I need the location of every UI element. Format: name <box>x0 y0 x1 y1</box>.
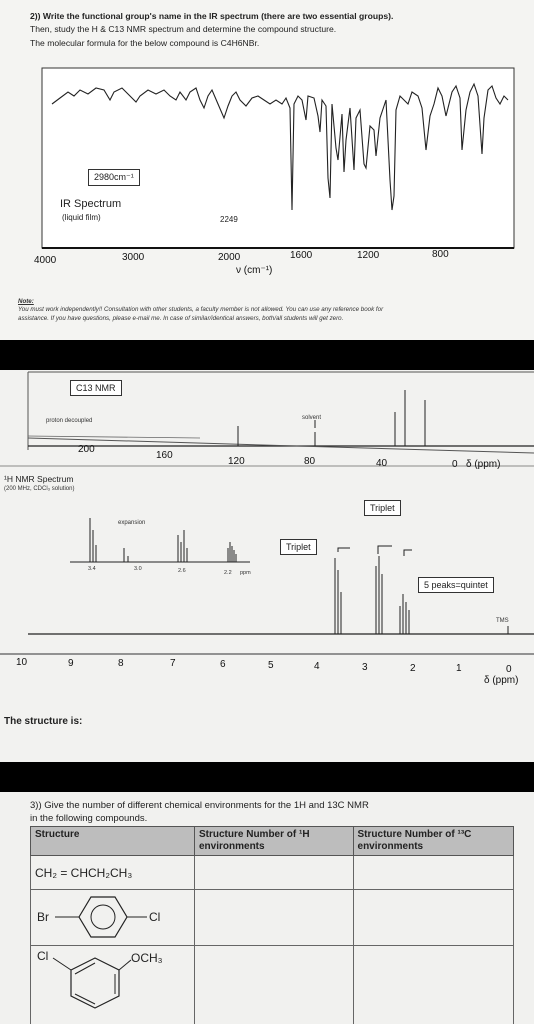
ir-spectrum-chart <box>0 0 534 340</box>
h1-subtitle: (200 MHz, CDCl₃ solution) <box>4 486 75 492</box>
header-13c: Structure Number of ¹³C environments <box>353 827 513 856</box>
c13-tick-120: 120 <box>228 456 245 467</box>
h1-tick-7: 7 <box>170 658 176 669</box>
triplet-label-1: Triplet <box>364 500 401 516</box>
h1-tick-10: 10 <box>16 657 28 668</box>
chloroanisole-drawing <box>35 946 190 1022</box>
h1-tick-6: 6 <box>220 659 226 670</box>
h1-tick-4: 4 <box>314 661 320 672</box>
ir-tick-1200: 1200 <box>357 250 380 261</box>
exp-unit: ppm <box>240 570 251 576</box>
q2-line2: Then, study the H & C13 NMR spectrum and determine the compound structure. <box>30 24 337 34</box>
answer-13c-row2[interactable] <box>353 890 513 946</box>
answer-1h-row3[interactable] <box>195 946 354 1024</box>
c13-tick-40: 40 <box>376 458 388 469</box>
c13-proton-decoupled: proton decoupled <box>46 418 93 424</box>
och3-label: OCH₃ <box>131 951 163 965</box>
c13-tick-80: 80 <box>304 456 316 467</box>
c13-axis-tick-line <box>28 436 200 438</box>
nmr-spectra-chart <box>0 370 534 762</box>
ir-tick-3000: 3000 <box>122 252 145 263</box>
cl-label-2: Cl <box>37 949 49 963</box>
h1-tick-5: 5 <box>268 660 274 671</box>
c13-tick-160: 160 <box>156 450 173 461</box>
structure-bromochlorobenzene <box>31 890 195 946</box>
h1-unit: δ (ppm) <box>484 675 519 686</box>
ir-tick-800: 800 <box>432 249 449 260</box>
tms-label: TMS <box>496 618 509 624</box>
structure-chloroanisole <box>31 946 195 1024</box>
answer-1h-row1[interactable] <box>195 856 354 890</box>
q2-line1: 2)) Write the functional group's name in the IR spectrum (there are two essential groups). <box>30 11 394 21</box>
ir-peak-label-2249: 2249 <box>220 215 238 224</box>
note-line2: assistance. If you have questions, please e-mail me. In case of similar/identical answers, both/all students will get zero. <box>18 315 344 322</box>
table-row <box>31 890 514 946</box>
h1-tick-0: 0 <box>506 664 512 675</box>
h1-tick-3: 3 <box>362 662 368 673</box>
ir-peak-label-2980: 2980cm⁻¹ <box>88 169 140 186</box>
q3-line1: 3)) Give the number of different chemical environments for the 1H and 13C NMR <box>30 800 369 811</box>
exp-tick-3-4: 3.4 <box>88 566 96 572</box>
nmr-page <box>0 370 534 762</box>
note-label: Note: <box>18 298 34 305</box>
c13-tick-0: 0 <box>452 459 458 470</box>
expansion-multiplets <box>90 518 236 562</box>
exp-tick-3-0: 3.0 <box>134 566 142 572</box>
ir-tick-2000: 2000 <box>218 252 241 263</box>
exp-tick-2-6: 2.6 <box>178 568 186 574</box>
structure-label: The structure is: <box>4 716 83 727</box>
table-row <box>31 856 514 890</box>
h1-tick-1: 1 <box>456 663 462 674</box>
h1-tick-8: 8 <box>118 658 124 669</box>
ir-tick-1600: 1600 <box>290 250 313 261</box>
header-1h: Structure Number of ¹H environments <box>195 827 354 856</box>
c13-unit: δ (ppm) <box>466 459 501 470</box>
environments-table <box>30 826 514 1024</box>
c13-title: C13 NMR <box>70 380 122 396</box>
answer-1h-row2[interactable] <box>195 890 354 946</box>
q2-line3: The molecular formula for the below compound is C4H6NBr. <box>30 38 260 48</box>
c13-solvent-label: solvent <box>302 415 322 421</box>
answer-13c-row3[interactable] <box>353 946 513 1024</box>
expansion-label: expansion <box>118 520 146 526</box>
br-label: Br <box>37 910 49 924</box>
table-header-row <box>31 827 514 856</box>
c13-tick-200: 200 <box>78 444 95 455</box>
exp-tick-2-2: 2.2 <box>224 570 232 576</box>
triplet-label-2: Triplet <box>280 539 317 555</box>
h1-title: ¹H NMR Spectrum <box>4 474 74 484</box>
note-line1: You must work independently!! Consultation with other students, a faculty member is not allowed. You can use any reference book for <box>18 306 384 313</box>
header-structure: Structure <box>31 827 195 856</box>
cl-label-1: Cl <box>149 910 161 924</box>
question-2-page <box>0 0 534 340</box>
ir-title: IR Spectrum <box>60 198 122 210</box>
ir-x-label: ν (cm⁻¹) <box>236 265 273 276</box>
table-row <box>31 946 514 1024</box>
h1-tick-9: 9 <box>68 658 74 669</box>
ir-subtitle: (liquid film) <box>62 213 101 222</box>
bromochlorobenzene-drawing <box>35 891 185 941</box>
quintet-label: 5 peaks=quintet <box>418 577 494 593</box>
q3-line2: in the following compounds. <box>30 813 148 824</box>
answer-13c-row1[interactable] <box>353 856 513 890</box>
structure-butene: CH₂ = CHCH₂CH₃ <box>31 856 195 890</box>
h1-tick-2: 2 <box>410 663 416 674</box>
ir-tick-4000: 4000 <box>34 255 57 266</box>
